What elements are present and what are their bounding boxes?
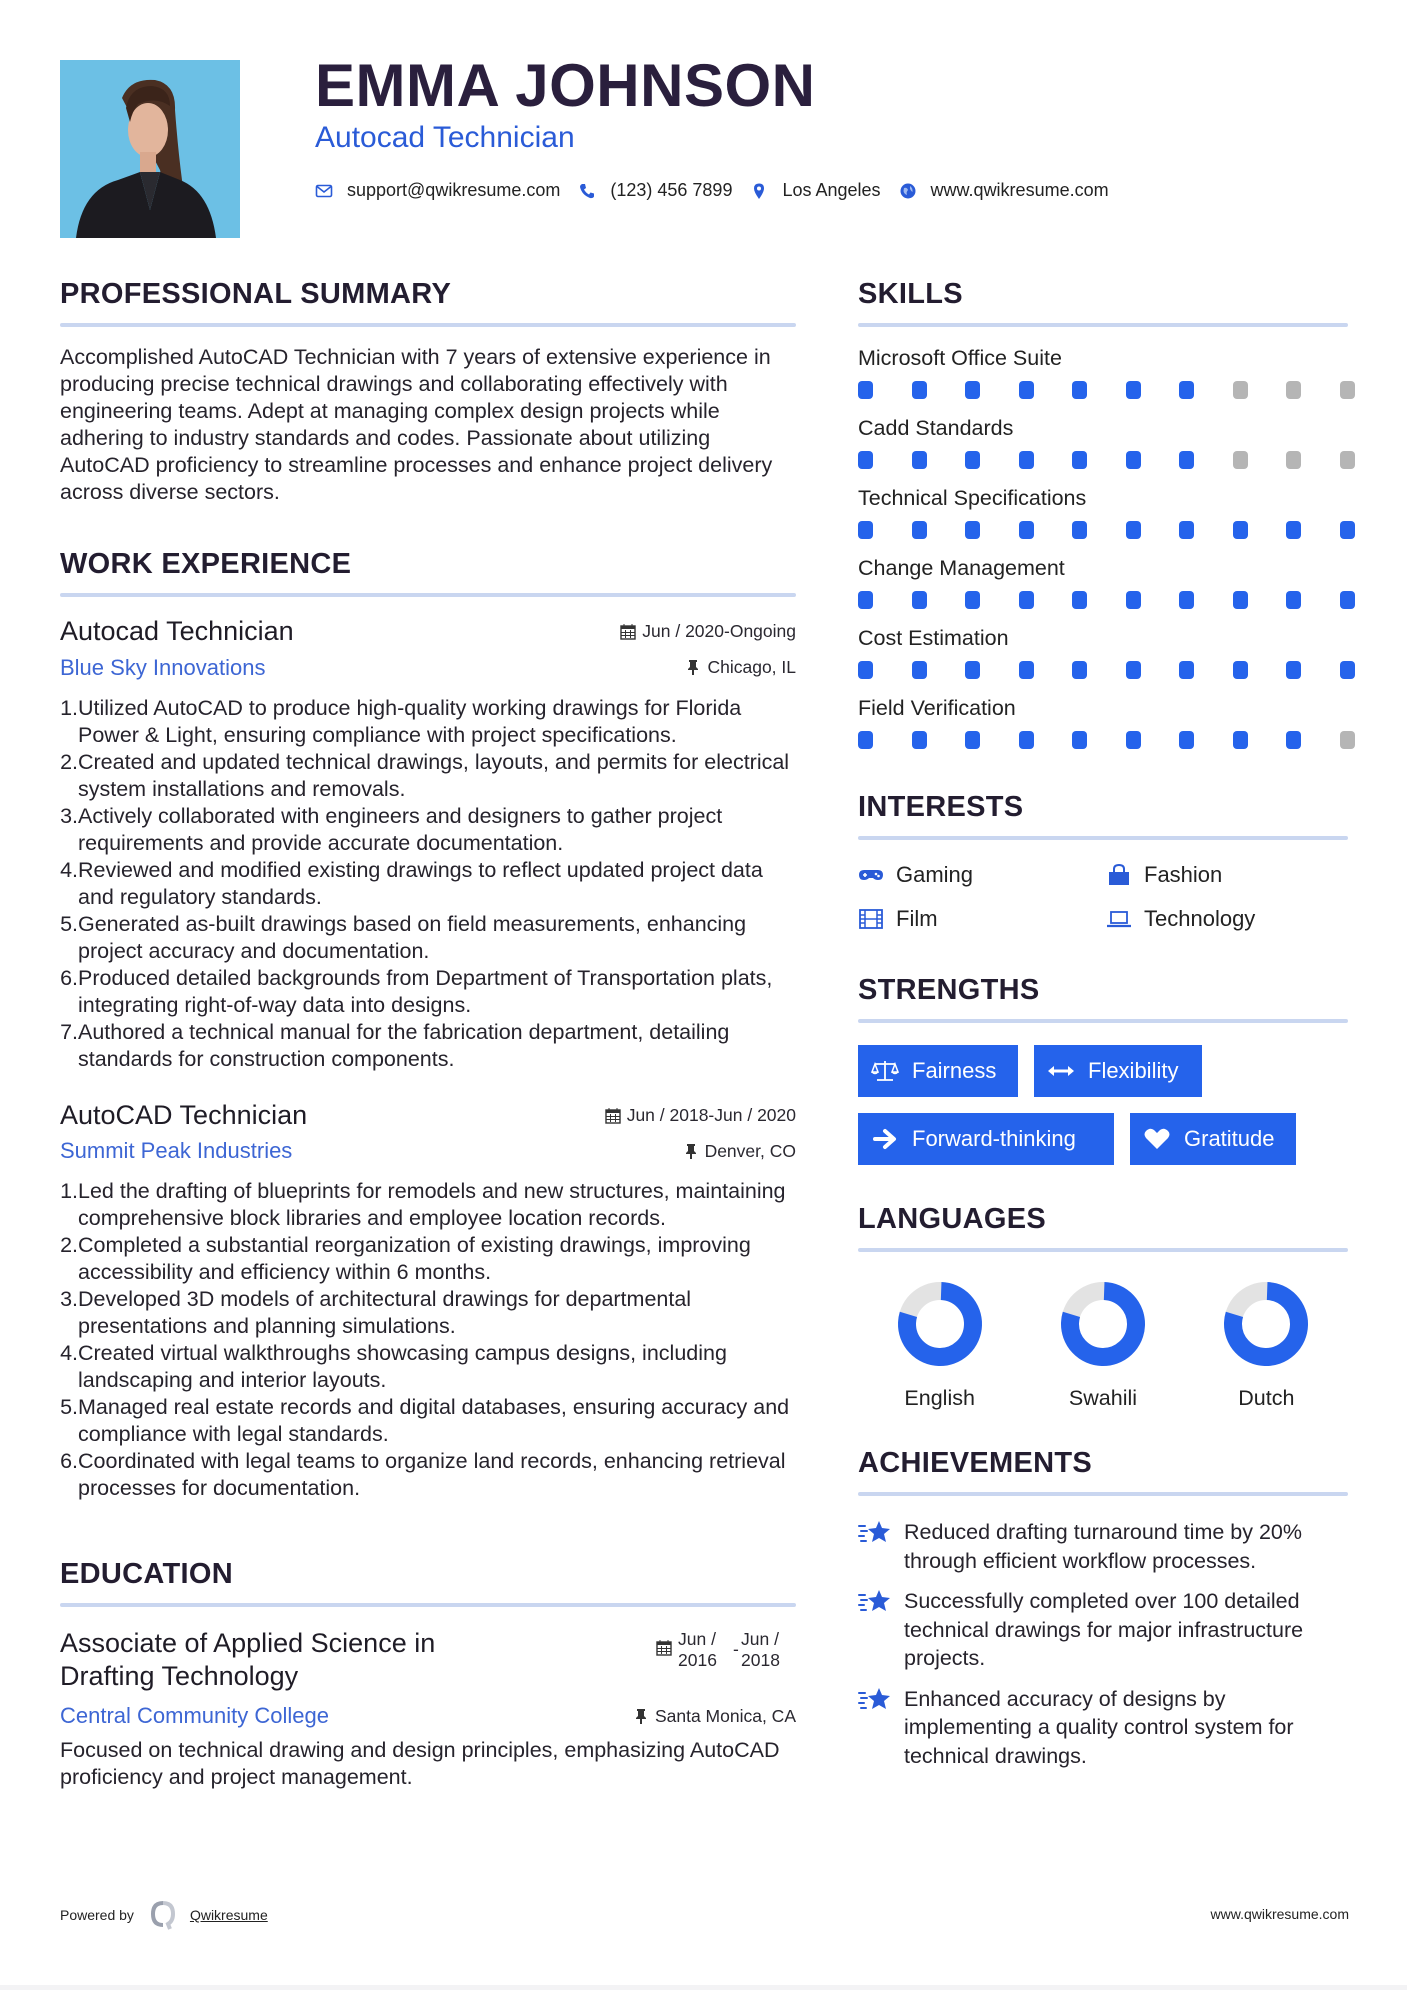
skill-rating — [858, 591, 1356, 609]
rating-dot-filled — [912, 731, 927, 749]
rating-dot-filled — [1179, 381, 1194, 399]
shooting-star-icon — [858, 1685, 892, 1715]
interest-label: Film — [896, 906, 938, 931]
skill-item — [858, 625, 1348, 679]
skill-item — [858, 485, 1348, 539]
qwikresume-link[interactable]: Qwikresume — [189, 1907, 268, 1923]
section-divider — [60, 593, 796, 597]
languages-section — [858, 1205, 1348, 1411]
list-item: 5. Managed real estate records and digital databases, ensuring accuracy and compliance with legal standards. — [60, 1395, 790, 1447]
bullet-text: Coordinated with legal teams to organize land records, enhancing retrieval processes for documentation. — [78, 1449, 786, 1501]
job-entry — [60, 1101, 796, 1503]
list-item: 2. Completed a substantial reorganization of existing drawings, improving accessibility and efficiency within 6 months. — [60, 1233, 751, 1285]
achievements-section — [858, 1449, 1348, 1770]
section-divider — [858, 1019, 1348, 1023]
right-column — [858, 280, 1348, 1782]
list-item: 4. Created virtual walkthroughs showcasing campus designs, including landscaping and interior layouts. — [60, 1341, 727, 1393]
heart-icon — [1142, 1127, 1172, 1151]
strength-label: Fairness — [912, 1058, 997, 1083]
rating-dot-filled — [965, 591, 980, 609]
rating-dot-filled — [1019, 661, 1034, 679]
left-column — [60, 280, 796, 1791]
job-location — [683, 1141, 796, 1162]
rating-dot-filled — [1179, 521, 1194, 539]
rating-dot-filled — [1126, 591, 1141, 609]
rating-dot-filled — [912, 591, 927, 609]
languages-heading: LANGUAGES — [858, 1203, 1046, 1235]
interest-label: Fashion — [1144, 862, 1223, 887]
rating-dot-filled — [1072, 381, 1087, 399]
education-section — [60, 1560, 796, 1791]
footer-website[interactable]: www.qwikresume.com — [1210, 1906, 1349, 1922]
section-divider — [858, 836, 1348, 840]
phone-icon — [578, 182, 596, 200]
language-item — [1021, 1280, 1184, 1411]
rating-dot-filled — [1286, 661, 1301, 679]
achievements-heading: ACHIEVEMENTS — [858, 1447, 1093, 1479]
list-item: 3. Actively collaborated with engineers and designers to gather project requirements and provide accurate documentation. — [60, 803, 723, 855]
rating-dot-filled — [858, 451, 873, 469]
pushpin-icon — [633, 1708, 649, 1725]
list-item: 5. Generated as-built drawings based on field measurements, enhancing project accuracy and documentation. — [60, 911, 747, 963]
language-donut-chart — [1059, 1280, 1147, 1368]
job-date-text: Jun / 2020-Ongoing — [642, 621, 796, 641]
rating-dot-filled — [912, 521, 927, 539]
job-location — [685, 657, 796, 678]
rating-dot-filled — [1179, 731, 1194, 749]
rating-dot-filled — [1233, 591, 1248, 609]
job-date-text: Jun / 2018-Jun / 2020 — [626, 1104, 796, 1125]
language-item — [858, 1280, 1021, 1411]
rating-dot-filled — [965, 731, 980, 749]
skill-item — [858, 695, 1348, 749]
section-divider — [60, 1603, 796, 1607]
interest-film — [858, 906, 1106, 932]
job-location-text: Denver, CO — [704, 1140, 796, 1161]
bullet-text: Managed real estate records and digital databases, ensuring accuracy and compliance with legal standards. — [78, 1395, 790, 1447]
rating-dot-filled — [1019, 731, 1034, 749]
bullet-text: Developed 3D models of architectural drawings for departmental presentations and planning simulations. — [78, 1287, 692, 1339]
rating-dot-filled — [1233, 521, 1248, 539]
job-role: Autocad Technician — [60, 616, 294, 646]
education-school: Central Community College — [60, 1703, 329, 1729]
calendar-icon — [620, 623, 636, 640]
contact-location — [750, 180, 880, 201]
achievement-item — [858, 1587, 1348, 1673]
rating-dot-filled — [858, 381, 873, 399]
rating-dot-filled — [965, 381, 980, 399]
rating-dot-filled — [1126, 731, 1141, 749]
page-bottom-edge — [0, 1985, 1407, 1990]
bullet-text: Actively collaborated with engineers and designers to gather project requirements and provide accurate documentation. — [78, 803, 723, 855]
skill-name: Field Verification — [858, 696, 1016, 720]
list-item: 6. Produced detailed backgrounds from Department of Transportation plats, integrating right-of-way data into designs. — [60, 965, 773, 1017]
bullet-text: Created and updated technical drawings, layouts, and permits for electrical system installations and removals. — [78, 749, 790, 801]
powered-by-label: Powered by — [60, 1907, 134, 1923]
footer-powered-by — [60, 1900, 268, 1930]
skills-heading: SKILLS — [858, 278, 963, 310]
list-item: 4. Reviewed and modified existing drawings to reflect updated project data and regulatory standards. — [60, 857, 763, 909]
bullet-text: Utilized AutoCAD to produce high-quality working drawings for Florida Power & Light, ensuring compliance with project specifications. — [78, 695, 742, 747]
rating-dot-filled — [1019, 521, 1034, 539]
education-location-text: Santa Monica, CA — [654, 1705, 796, 1726]
rating-dot-filled — [858, 521, 873, 539]
rating-dot-filled — [1019, 591, 1034, 609]
contact-email-text: support@qwikresume.com — [347, 180, 561, 200]
achievement-text: Reduced drafting turnaround time by 20% through efficient workflow processes. — [904, 1520, 1302, 1573]
film-icon — [858, 908, 884, 930]
skills-list — [858, 345, 1348, 749]
job-company: Summit Peak Industries — [60, 1138, 293, 1164]
experience-section — [60, 550, 796, 1502]
interests-section — [858, 793, 1348, 932]
profile-photo — [60, 60, 240, 238]
list-item: 1. Utilized AutoCAD to produce high-quality working drawings for Florida Power & Light, ensuring compliance with project specifications. — [60, 695, 742, 747]
job-date — [605, 1105, 796, 1126]
job-bullet-list — [60, 695, 796, 1073]
rating-dot-filled — [1340, 521, 1355, 539]
job-role: AutoCAD Technician — [60, 1099, 308, 1130]
education-heading: EDUCATION — [60, 1558, 233, 1591]
rating-dot-filled — [1072, 731, 1087, 749]
rating-dot-filled — [1233, 661, 1248, 679]
list-item: 7. Authored a technical manual for the fabrication department, detailing standards for construction components. — [60, 1019, 730, 1071]
balance-scale-icon — [870, 1059, 900, 1083]
calendar-icon — [656, 1639, 672, 1656]
skill-rating — [858, 451, 1356, 469]
language-donut-chart — [1222, 1280, 1310, 1368]
skill-rating — [858, 661, 1356, 679]
rating-dot-filled — [912, 661, 927, 679]
shooting-star-icon — [858, 1518, 892, 1548]
rating-dot-filled — [1126, 521, 1141, 539]
rating-dot-filled — [858, 731, 873, 749]
bullet-text: Reviewed and modified existing drawings to reflect updated project data and regulatory standards. — [78, 857, 763, 909]
rating-dot-filled — [1340, 661, 1355, 679]
contact-location-text: Los Angeles — [782, 180, 881, 200]
rating-dot-filled — [965, 451, 980, 469]
map-marker-icon — [750, 182, 768, 200]
bullet-text: Created virtual walkthroughs showcasing campus designs, including landscaping and interior layouts. — [78, 1341, 727, 1393]
section-divider — [858, 1248, 1348, 1252]
contact-website-text: www.qwikresume.com — [930, 180, 1109, 200]
summary-section — [60, 280, 796, 506]
list-item: 6. Coordinated with legal teams to organize land records, enhancing retrieval processes for documentation. — [60, 1449, 786, 1501]
contact-bar — [315, 180, 1127, 201]
language-name: Dutch — [1238, 1386, 1295, 1410]
qwikresume-logo-icon — [150, 1900, 176, 1930]
language-name: English — [904, 1386, 975, 1410]
strengths-section — [858, 976, 1348, 1165]
education-description: Focused on technical drawing and design principles, emphasizing AutoCAD proficiency and project management. — [60, 1738, 780, 1790]
rating-dot-filled — [1019, 381, 1034, 399]
rating-dot-empty — [1340, 381, 1355, 399]
education-dates — [656, 1629, 796, 1693]
summary-heading: PROFESSIONAL SUMMARY — [60, 278, 452, 310]
rating-dot-filled — [1179, 591, 1194, 609]
achievement-text: Successfully completed over 100 detailed technical drawings for major infrastructure projects. — [904, 1589, 1304, 1670]
rating-dot-filled — [912, 451, 927, 469]
education-date-start: Jun / 2016 — [678, 1629, 717, 1671]
shooting-star-icon — [858, 1587, 892, 1617]
rating-dot-filled — [1179, 451, 1194, 469]
skill-rating — [858, 381, 1356, 399]
skill-rating — [858, 731, 1356, 749]
rating-dot-filled — [858, 591, 873, 609]
rating-dot-filled — [1019, 451, 1034, 469]
interest-fashion — [1106, 862, 1354, 888]
strength-badge — [1034, 1045, 1202, 1097]
bullet-text: Authored a technical manual for the fabrication department, detailing standards for construction components. — [78, 1019, 730, 1071]
skill-name: Technical Specifications — [858, 486, 1087, 510]
rating-dot-filled — [965, 661, 980, 679]
strengths-list — [858, 1045, 1348, 1165]
rating-dot-filled — [1340, 591, 1355, 609]
strength-badge — [858, 1113, 1114, 1165]
rating-dot-filled — [1072, 521, 1087, 539]
rating-dot-filled — [1126, 381, 1141, 399]
contact-email[interactable] — [315, 180, 560, 201]
rating-dot-filled — [858, 661, 873, 679]
rating-dot-empty — [1286, 381, 1301, 399]
interest-gaming — [858, 862, 1106, 888]
rating-dot-filled — [1233, 731, 1248, 749]
rating-dot-filled — [1179, 661, 1194, 679]
education-date-end: Jun / 2018 — [741, 1629, 780, 1671]
gamepad-icon — [858, 864, 884, 886]
laptop-icon — [1106, 908, 1132, 930]
rating-dot-empty — [1286, 451, 1301, 469]
skill-rating — [858, 521, 1356, 539]
rating-dot-filled — [1072, 661, 1087, 679]
pushpin-icon — [685, 659, 701, 676]
envelope-icon — [315, 182, 333, 200]
summary-text: Accomplished AutoCAD Technician with 7 years of extensive experience in producing precise technical drawings and collaborating effectively with engineering teams. Adept at managing complex design projects while adhering to industry standards and codes. Passionate about utilizing AutoCAD proficiency to streamline processes and enhance project delivery across diverse sectors. — [60, 345, 773, 504]
rating-dot-filled — [1126, 451, 1141, 469]
rating-dot-filled — [1072, 591, 1087, 609]
rating-dot-empty — [1233, 451, 1248, 469]
arrows-horizontal-icon — [1046, 1059, 1076, 1083]
achievement-item — [858, 1685, 1348, 1771]
achievement-item — [858, 1518, 1348, 1575]
skill-name: Cost Estimation — [858, 626, 1009, 650]
rating-dot-filled — [1072, 451, 1087, 469]
achievements-list — [858, 1518, 1348, 1770]
skill-name: Cadd Standards — [858, 416, 1014, 440]
rating-dot-empty — [1233, 381, 1248, 399]
languages-list — [858, 1280, 1348, 1411]
rating-dot-filled — [1286, 521, 1301, 539]
rating-dot-filled — [965, 521, 980, 539]
candidate-name: EMMA JOHNSON — [315, 52, 816, 119]
strength-badge — [1130, 1113, 1296, 1165]
rating-dot-filled — [912, 381, 927, 399]
pushpin-icon — [683, 1143, 699, 1160]
skills-section — [858, 280, 1348, 749]
achievement-text: Enhanced accuracy of designs by implementing a quality control system for technical drawings. — [904, 1686, 1294, 1768]
language-name: Swahili — [1068, 1386, 1138, 1410]
skill-item — [858, 555, 1348, 609]
language-donut-chart — [896, 1280, 984, 1368]
candidate-title: Autocad Technician — [315, 121, 575, 154]
rating-dot-empty — [1340, 731, 1355, 749]
strength-label: Flexibility — [1088, 1058, 1179, 1083]
skill-name: Change Management — [858, 556, 1065, 580]
interests-heading: INTERESTS — [858, 791, 1024, 823]
job-entry — [60, 617, 796, 1073]
job-company: Blue Sky Innovations — [60, 654, 266, 680]
globe-icon — [899, 182, 917, 200]
arrow-right-icon — [870, 1127, 900, 1151]
interest-technology — [1106, 906, 1354, 932]
section-divider — [60, 323, 796, 327]
list-item: 1. Led the drafting of blueprints for remodels and new structures, maintaining comprehensive block libraries and employee location records. — [60, 1179, 786, 1231]
contact-phone[interactable] — [578, 180, 732, 201]
education-location — [633, 1706, 796, 1727]
contact-phone-text: (123) 456 7899 — [610, 180, 733, 200]
section-divider — [858, 1492, 1348, 1496]
shopping-bag-icon — [1106, 864, 1132, 886]
language-item — [1185, 1280, 1348, 1411]
skill-item — [858, 415, 1348, 469]
person-portrait-icon — [60, 60, 240, 238]
strength-label: Forward-thinking — [912, 1126, 1076, 1151]
strengths-heading: STRENGTHS — [858, 974, 1040, 1006]
job-location-text: Chicago, IL — [707, 657, 796, 678]
interest-label: Gaming — [896, 862, 974, 887]
skill-name: Microsoft Office Suite — [858, 346, 1062, 370]
strength-badge — [858, 1045, 1018, 1097]
rating-dot-empty — [1340, 451, 1355, 469]
interests-grid — [858, 862, 1348, 932]
education-date-separator: - — [733, 1639, 739, 1660]
skill-item — [858, 345, 1348, 399]
contact-website[interactable] — [899, 180, 1109, 201]
experience-heading: WORK EXPERIENCE — [60, 548, 352, 580]
bullet-text: Completed a substantial reorganization of existing drawings, improving accessibility and efficiency within 6 months. — [78, 1233, 751, 1285]
bullet-text: Led the drafting of blueprints for remodels and new structures, maintaining comprehensive block libraries and employee location records. — [78, 1179, 786, 1231]
rating-dot-filled — [1126, 661, 1141, 679]
list-item: 2. Created and updated technical drawings, layouts, and permits for electrical system installations and removals. — [60, 749, 790, 801]
interest-label: Technology — [1144, 906, 1256, 931]
job-bullet-list — [60, 1178, 796, 1502]
list-item: 3. Developed 3D models of architectural drawings for departmental presentations and planning simulations. — [60, 1287, 692, 1339]
education-degree: Associate of Applied Science in Drafting Technology — [60, 1628, 436, 1692]
job-date — [620, 621, 796, 642]
section-divider — [858, 323, 1348, 327]
bullet-text: Generated as-built drawings based on field measurements, enhancing project accuracy and documentation. — [78, 911, 747, 963]
calendar-icon — [605, 1107, 621, 1124]
bullet-text: Produced detailed backgrounds from Department of Transportation plats, integrating right-of-way data into designs. — [78, 965, 773, 1017]
strength-label: Gratitude — [1184, 1126, 1275, 1151]
rating-dot-filled — [1286, 731, 1301, 749]
rating-dot-filled — [1286, 591, 1301, 609]
